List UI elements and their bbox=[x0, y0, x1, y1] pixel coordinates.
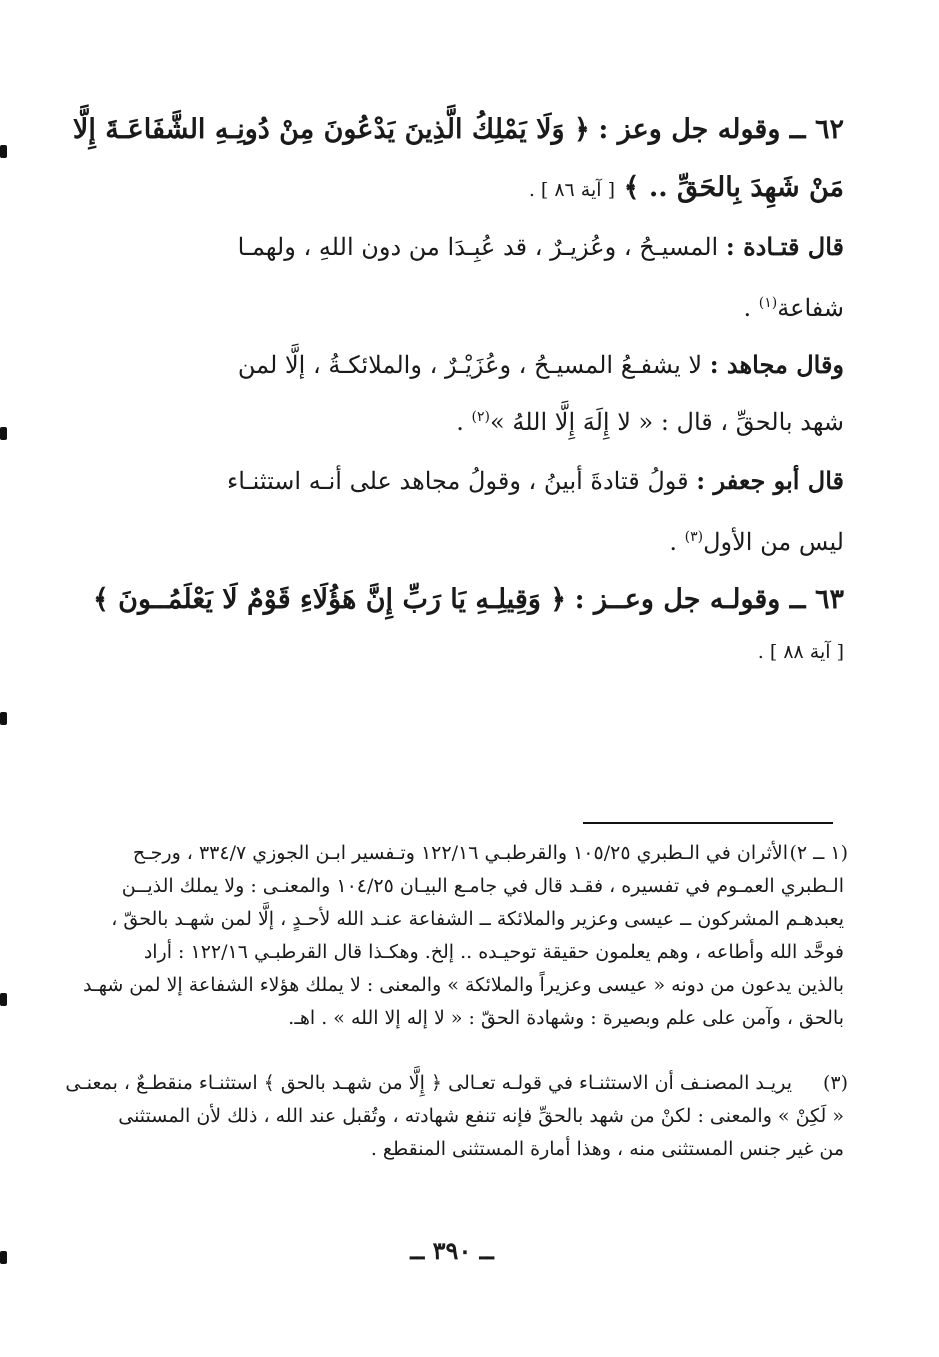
mujahid-line-1 bbox=[82, 346, 844, 384]
qatada-paragraph bbox=[82, 228, 844, 328]
footnote-3 bbox=[65, 1068, 848, 1168]
section-63-label: ٦٣ ــ وقولـه جل وعــز : bbox=[574, 584, 844, 615]
footnote-ref-3: (٣) bbox=[684, 529, 704, 545]
footnote-ref-1: (١) bbox=[758, 295, 778, 311]
footnote-1-2-line: بالحق ، وآمن على علم وبصيرة : وشهادة الحقّ : « لا إله إلا الله » . اهـ. bbox=[288, 1007, 844, 1029]
footnote-3-line: من غير جنس المستثنى منه ، وهذا أمارة المستثنى المنقطع . bbox=[370, 1138, 844, 1160]
abu-jafar-end: . bbox=[669, 528, 685, 556]
edge-mark bbox=[0, 1251, 7, 1264]
qatada-line-2 bbox=[82, 284, 844, 327]
edge-mark bbox=[0, 427, 7, 440]
mujahid-line-2 bbox=[82, 398, 844, 441]
section-62-line-2 bbox=[82, 168, 844, 210]
page-number: ــ ٣٩٠ ــ bbox=[410, 1236, 494, 1265]
footnote-1-2-line: يعبدهـم المشركون ــ عيسى وعزير والملائكة ــ الشفاعة عنـد الله لأحـدٍ ، إلَّا لمن شهـد بالحقّ ، bbox=[111, 908, 844, 930]
section-62-verse-1: ﴿ وَلَا يَمْلِكُ الَّذِينَ يَدْعُونَ مِنْ دُونِـهِ الشَّفَاعَـةَ إِلَّا bbox=[72, 114, 590, 145]
footnote-1-2-line: فوحَّد الله وأطاعه ، وهم يعلمون حقيقة توحيـده .. إلخ. وهكـذا قال القرطبـي ١٢٢/١٦ : أراد bbox=[143, 941, 844, 963]
footnote-3-number: (٣) bbox=[822, 1072, 848, 1094]
mujahid-label: وقال مجاهد : bbox=[709, 350, 844, 379]
section-63-verse: ﴿ وَقِيلِـهِ يَا رَبِّ إِنَّ هَؤُلَاءِ قَوْمٌ لَا يَعْلَمُــونَ ﴾ bbox=[92, 584, 567, 615]
section-63-line-1 bbox=[82, 580, 844, 620]
section-62-label: ٦٢ ــ وقوله جل وعز : bbox=[598, 114, 844, 145]
qatada-text-2: شفاعة bbox=[777, 294, 844, 322]
abu-jafar-line-1 bbox=[82, 462, 844, 500]
section-62-ayah-ref: [ آية ٨٦ ] . bbox=[528, 179, 616, 201]
footnote-3-line: « لَكِنْ » والمعنى : لكنْ من شهد بالحقِّ فإنه تنفع شهادته ، وتُقبل عند الله ، ذلك لأن المستثنى bbox=[118, 1105, 844, 1127]
abu-jafar-label: قال أبو جعفر : bbox=[696, 466, 844, 495]
edge-mark bbox=[0, 145, 7, 158]
footnote-ref-2: (٢) bbox=[471, 409, 491, 425]
footnote-1-2-line: الأثران في الـطبري ١٠٥/٢٥ والقرطبـي ١٢٢/١٦ وتـفسير ابـن الجوزي ٣٣٤/٧ ، ورجـح bbox=[132, 842, 788, 864]
footnote-1-2-line: الـطبري العمـوم في تفسيره ، فقـد قال في جامـع البيـان ١٠٤/٢٥ والمعنـى : ولا يملك الذيــن bbox=[121, 875, 844, 897]
section-63-line-2 bbox=[82, 630, 844, 672]
mujahid-paragraph bbox=[82, 346, 844, 446]
qatada-line-1 bbox=[82, 228, 844, 266]
qatada-text-1: المسيـحُ ، وعُزيـرٌ ، قد عُبِـدَا من دون اللهِ ، ولهمـا bbox=[237, 233, 719, 261]
mujahid-text-1: لا يشفـعُ المسيـحُ ، وعُزَيْـرٌ ، والملائكـةُ ، إلَّا لمن bbox=[237, 351, 703, 379]
abu-jafar-text-1: قولُ قتادةَ أبينُ ، وقولُ مجاهد على أنـه استثنـاء bbox=[226, 467, 689, 495]
mujahid-end: . bbox=[456, 408, 472, 436]
section-62-line-1 bbox=[72, 110, 844, 150]
mujahid-text-2: شهد بالحقِّ ، قال : « لا إِلَهَ إِلَّا اللهُ » bbox=[490, 408, 844, 436]
edge-mark bbox=[0, 993, 7, 1006]
abu-jafar-paragraph bbox=[82, 462, 844, 562]
qatada-label: قال قتـادة : bbox=[725, 232, 844, 261]
footnote-3-line: يريـد المصنـف أن الاستثنـاء في قولـه تعـالى ﴿ إِلَّا من شهـد بالحق ﴾ استثنـاء منقطـعٌ ، بمعنـى bbox=[65, 1072, 792, 1094]
section-62 bbox=[72, 110, 844, 210]
footnote-1-2 bbox=[80, 838, 848, 1029]
footnote-rule bbox=[583, 822, 833, 824]
section-62-verse-2: مَنْ شَهِدَ بِالحَقِّ .. ﴾ bbox=[623, 172, 844, 203]
abu-jafar-line-2 bbox=[82, 518, 844, 561]
footnote-1-2-line: بالذين يدعون من دونه « عيسى وعزيراً والملائكة » والمعنى : لا يملك هؤلاء الشفاعة إلا لمن شهـد bbox=[83, 974, 844, 996]
section-63 bbox=[82, 580, 844, 680]
qatada-end: . bbox=[743, 294, 759, 322]
section-63-ayah-ref: [ آية ٨٨ ] . bbox=[757, 641, 844, 663]
abu-jafar-text-2: ليس من الأول bbox=[703, 528, 844, 556]
edge-mark bbox=[0, 712, 7, 725]
footnote-1-2-number: (١ ــ ٢) bbox=[789, 842, 848, 864]
